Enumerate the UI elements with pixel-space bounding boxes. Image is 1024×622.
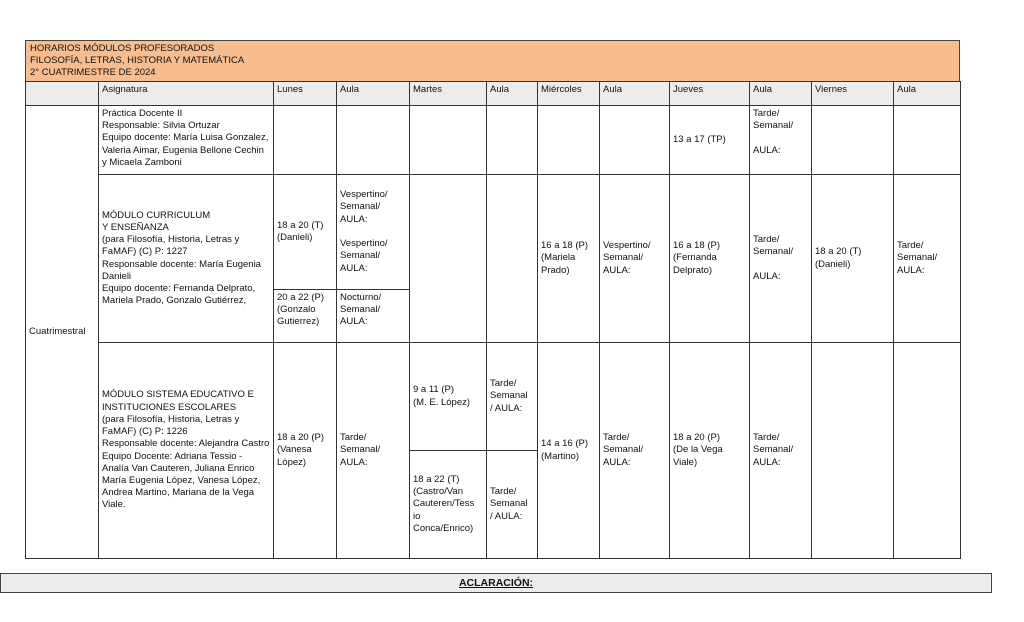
- col-jueves: Jueves: [670, 82, 750, 106]
- header-term: 2° CUATRIMESTRE DE 2024: [30, 67, 156, 78]
- aclaracion-bar: ACLARACIÓN:: [0, 573, 992, 593]
- header-careers: FILOSOFÍA, LETRAS, HISTORIA Y MATEMÁTICA: [30, 55, 245, 66]
- sistema-martes-2: 18 a 22 (T) (Castro/Van Cauteren/Tess io Conca/Enrico): [410, 451, 487, 559]
- col-aula-miercoles: Aula: [600, 82, 670, 106]
- cell-empty: [410, 106, 487, 175]
- col-aula-jueves: Aula: [750, 82, 812, 106]
- schedule-table: [25, 81, 961, 559]
- col-empty: [26, 82, 99, 106]
- curriculum-jueves-aula: Tarde/ Semanal/ AULA:: [750, 175, 812, 343]
- cell-empty: [538, 106, 600, 175]
- cell-empty: [410, 175, 487, 343]
- cell-empty: [274, 106, 337, 175]
- cell-empty: [812, 106, 894, 175]
- cell-empty: [812, 343, 894, 559]
- sistema-jueves: 18 a 20 (P) (De la Vega Viale): [670, 343, 750, 559]
- sistema-martes-1-aula: Tarde/ Semanal / AULA:: [487, 343, 538, 451]
- curriculum-jueves: 16 a 18 (P) (Fernanda Delprato): [670, 175, 750, 343]
- cell-empty: [894, 106, 961, 175]
- col-miercoles: Miércoles: [538, 82, 600, 106]
- cell-empty: [487, 175, 538, 343]
- curriculum-lunes-1-aula: Vespertino/ Semanal/ AULA: Vespertino/ Semanal/ AULA:: [337, 175, 410, 290]
- table-row: [26, 106, 961, 175]
- cell-empty: [487, 106, 538, 175]
- sistema-martes-2-aula: Tarde/ Semanal / AULA:: [487, 451, 538, 559]
- table-row: [26, 175, 961, 290]
- schedule-header: [25, 40, 960, 82]
- col-aula-lunes: Aula: [337, 82, 410, 106]
- subject-curriculum: MÓDULO CURRICULUM Y ENSEÑANZA (para Filosofía, Historia, Letras y FaMAF) (C) P: 1227 Responsable docente: María Eugenia Danieli Equipo docente: Fernanda Delprato, Mariela Prado, Gonzalo Gutiérrez,: [99, 175, 274, 343]
- sistema-lunes-aula: Tarde/ Semanal/ AULA:: [337, 343, 410, 559]
- col-aula-viernes: Aula: [894, 82, 961, 106]
- header-title: HORARIOS MÓDULOS PROFESORADOS: [30, 43, 215, 54]
- sistema-miercoles-aula: Tarde/ Semanal/ AULA:: [600, 343, 670, 559]
- sistema-martes-1: 9 a 11 (P) (M. E. López): [410, 343, 487, 451]
- sistema-lunes: 18 a 20 (P) (Vanesa López): [274, 343, 337, 559]
- col-lunes: Lunes: [274, 82, 337, 106]
- subject-sistema: MÓDULO SISTEMA EDUCATIVO E INSTITUCIONES ESCOLARES (para Filosofía, Historia, Letras y FaMAF) (C) P: 1226 Responsable docente: Alejandra Castro Equipo Docente: Adriana Tessio - Analía Van Cauteren, Juliana Enrico María Eugenia López, Vanesa López, Andrea Martino, Mariana de la Vega Viale.: [99, 343, 274, 559]
- period-cell: Cuatrimestral: [26, 106, 99, 559]
- col-aula-martes: Aula: [487, 82, 538, 106]
- curriculum-lunes-2-aula: Nocturno/ Semanal/ AULA:: [337, 290, 410, 343]
- curriculum-viernes-aula: Tarde/ Semanal/ AULA:: [894, 175, 961, 343]
- column-header-row: [26, 82, 961, 106]
- cell-empty: [894, 343, 961, 559]
- sistema-jueves-aula: Tarde/ Semanal/ AULA:: [750, 343, 812, 559]
- curriculum-miercoles: 16 a 18 (P) (Mariela Prado): [538, 175, 600, 343]
- curriculum-lunes-2: 20 a 22 (P) (Gonzalo Gutierrez): [274, 290, 337, 343]
- cell-empty: [337, 106, 410, 175]
- curriculum-miercoles-aula: Vespertino/ Semanal/ AULA:: [600, 175, 670, 343]
- curriculum-viernes: 18 a 20 (T) (Danieli): [812, 175, 894, 343]
- practica-jueves: 13 a 17 (TP): [670, 106, 750, 175]
- sistema-miercoles: 14 a 16 (P) (Martino): [538, 343, 600, 559]
- curriculum-lunes-1: 18 a 20 (T) (Danieli): [274, 175, 337, 290]
- col-martes: Martes: [410, 82, 487, 106]
- practica-jueves-aula: Tarde/ Semanal/ AULA:: [750, 106, 812, 175]
- subject-practica: Práctica Docente II Responsable: Silvia Ortuzar Equipo docente: María Luisa Gonzalez, Valeria Aimar, Eugenia Bellone Cechin y Micaela Zamboni: [99, 106, 274, 175]
- col-asignatura: Asignatura: [99, 82, 274, 106]
- col-viernes: Viernes: [812, 82, 894, 106]
- cell-empty: [600, 106, 670, 175]
- table-row: [26, 343, 961, 451]
